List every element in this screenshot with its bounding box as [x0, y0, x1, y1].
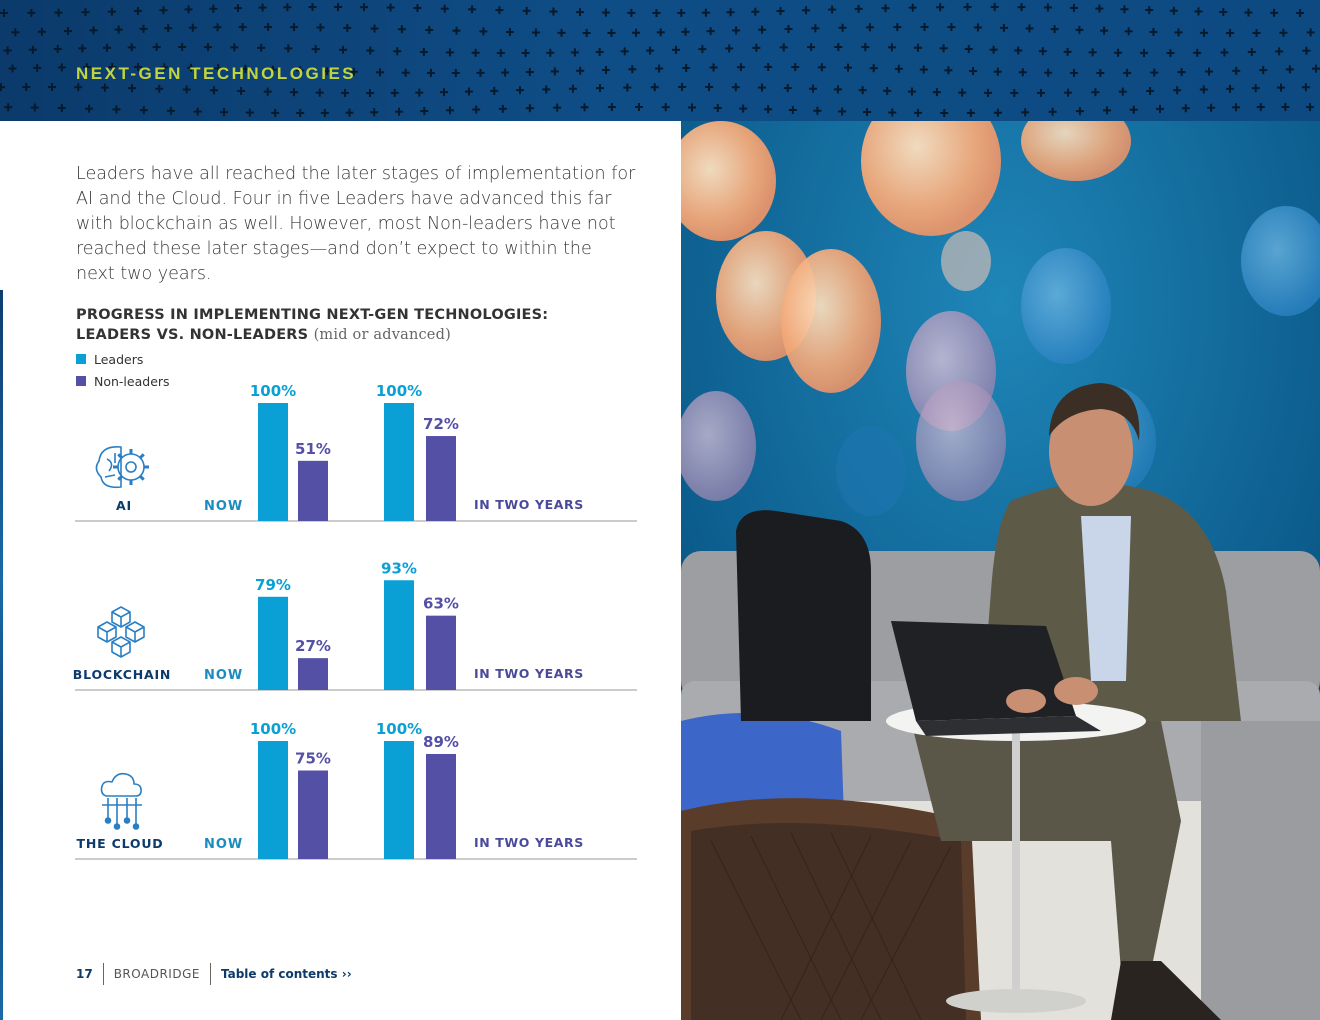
plus-mark — [784, 84, 792, 92]
data-label-nonleaders-two-years: 72% — [423, 415, 459, 434]
plus-mark — [1226, 29, 1234, 37]
plus-mark — [933, 88, 941, 96]
plus-mark — [1103, 106, 1111, 114]
plus-mark — [809, 85, 817, 93]
plus-mark — [737, 63, 745, 71]
legend-label-leaders: Leaders — [94, 351, 144, 367]
plus-mark — [698, 45, 706, 53]
bar-nonleaders-now — [298, 658, 328, 690]
footer-divider — [103, 963, 104, 985]
plus-mark — [914, 109, 922, 117]
plus-mark — [839, 24, 847, 32]
plus-mark — [1150, 69, 1158, 77]
plus-mark — [1119, 88, 1127, 96]
data-label-leaders-now: 79% — [255, 575, 291, 594]
ai-brain-gear-icon — [96, 447, 149, 488]
plus-mark — [811, 24, 819, 32]
plus-mark — [940, 109, 948, 117]
plus-mark — [1089, 48, 1097, 56]
plus-mark — [883, 87, 891, 95]
legend-label-nonleaders: Non-leaders — [94, 373, 170, 389]
plus-mark — [1286, 65, 1294, 73]
plus-mark — [1091, 88, 1099, 96]
plus-mark — [994, 109, 1002, 117]
bar-leaders-two-years — [384, 741, 414, 859]
plus-mark — [714, 104, 722, 112]
data-label-leaders-two-years: 93% — [381, 559, 417, 578]
plus-mark — [776, 7, 784, 15]
plus-mark — [1219, 8, 1227, 16]
plus-mark — [1281, 103, 1289, 111]
time-label-now: NOW — [204, 499, 244, 514]
plus-mark — [1270, 9, 1278, 17]
plus-mark — [1306, 103, 1314, 111]
plus-mark — [1193, 49, 1201, 57]
bar-leaders-now — [258, 403, 288, 521]
plus-mark — [1312, 65, 1320, 73]
plus-mark — [1277, 84, 1285, 92]
data-label-leaders-two-years: 100% — [375, 382, 423, 400]
plus-mark — [1207, 104, 1215, 112]
plus-mark — [1037, 89, 1045, 97]
plus-mark — [834, 85, 842, 93]
plus-mark — [838, 107, 846, 115]
plus-mark — [1051, 25, 1059, 33]
plus-mark — [751, 8, 759, 16]
plus-mark — [1076, 107, 1084, 115]
bar-nonleaders-two-years — [426, 616, 456, 690]
plus-mark — [1200, 86, 1208, 94]
plus-mark — [802, 6, 810, 14]
plus-mark — [866, 23, 874, 31]
plus-mark — [855, 5, 863, 13]
plus-mark — [834, 43, 842, 51]
plus-mark — [791, 63, 799, 71]
plus-mark — [710, 63, 718, 71]
plus-mark — [1120, 5, 1128, 13]
tech-label-ai: AI — [116, 498, 132, 513]
plus-mark — [1049, 108, 1057, 116]
plus-mark — [702, 9, 710, 17]
plus-mark — [828, 6, 836, 14]
plus-mark — [1018, 3, 1026, 11]
plus-mark — [965, 45, 973, 53]
plus-mark — [1123, 69, 1131, 77]
plus-mark — [780, 43, 788, 51]
plus-mark — [920, 66, 928, 74]
chart-title-line1: PROGRESS IN IMPLEMENTING NEXT-GEN TECHNOLOGIES: — [76, 307, 549, 323]
tech-label-blockchain: BLOCKCHAIN — [72, 667, 172, 682]
plus-mark — [940, 44, 948, 52]
plus-mark — [921, 23, 929, 31]
plus-mark — [967, 109, 975, 117]
plus-mark — [1226, 85, 1234, 93]
intro-paragraph: Leaders have all reached the later stages of implementation for AI and the Cloud. Four in five Leaders have advanced this far with blockchain as well. However, most Non-leaders have not reached these later stages—and don’t expect to within the next two years. — [76, 164, 636, 284]
plus-mark — [974, 23, 982, 31]
plus-mark — [758, 26, 766, 34]
plus-mark — [725, 44, 733, 52]
plus-mark — [764, 105, 772, 113]
tech-label-the-cloud: THE CLOUD — [76, 836, 164, 851]
plus-mark — [1232, 67, 1240, 75]
plus-mark — [1010, 89, 1018, 97]
plus-mark — [732, 83, 740, 91]
plus-mark — [1140, 49, 1148, 57]
plus-mark — [1253, 29, 1261, 37]
plus-mark — [688, 103, 696, 111]
plus-mark — [870, 64, 878, 72]
data-label-leaders-now: 100% — [249, 382, 297, 400]
plus-mark — [1296, 9, 1304, 17]
plus-mark — [859, 86, 867, 94]
plus-mark — [1075, 26, 1083, 34]
plus-mark — [1095, 5, 1103, 13]
plus-mark — [1220, 49, 1228, 57]
time-label-two-years: IN TWO YEARS — [474, 666, 584, 681]
bar-leaders-two-years — [384, 580, 414, 690]
time-label-two-years: IN TWO YEARS — [474, 497, 584, 512]
chart-title-qualifier: (mid or advanced) — [313, 327, 451, 343]
plus-mark — [1252, 84, 1260, 92]
plus-mark — [1259, 66, 1267, 74]
plus-mark — [863, 108, 871, 116]
plus-mark — [1021, 108, 1029, 116]
bar-nonleaders-two-years — [426, 754, 456, 859]
plus-mark — [807, 43, 815, 51]
plus-mark — [990, 46, 998, 54]
plus-mark — [1014, 46, 1022, 54]
plus-mark — [947, 23, 955, 31]
plus-mark — [1175, 28, 1183, 36]
plus-mark — [1070, 69, 1078, 77]
table-of-contents-link[interactable]: Table of contents ›› — [220, 967, 352, 981]
footer-divider — [210, 963, 211, 985]
plus-mark — [1096, 69, 1104, 77]
plus-mark — [909, 4, 917, 12]
plus-mark — [1173, 86, 1181, 94]
plus-mark — [1130, 106, 1138, 114]
plus-mark — [739, 105, 747, 113]
data-label-nonleaders-two-years: 89% — [423, 732, 459, 751]
data-label-leaders-two-years: 100% — [375, 720, 423, 738]
bar-nonleaders-two-years — [426, 436, 456, 521]
plus-mark — [861, 43, 869, 51]
data-label-nonleaders-now: 27% — [295, 637, 331, 656]
photo-illustration — [681, 121, 1320, 1020]
plus-mark — [705, 83, 713, 91]
plus-mark — [1170, 7, 1178, 15]
data-label-nonleaders-now: 51% — [295, 439, 331, 458]
plus-mark — [1302, 83, 1310, 91]
plus-mark — [1257, 103, 1265, 111]
plus-mark — [882, 4, 890, 12]
plus-mark — [1302, 47, 1310, 55]
photo-man-with-laptop — [681, 121, 1320, 1020]
plus-mark — [969, 67, 977, 75]
plus-mark — [944, 66, 952, 74]
plus-mark — [888, 109, 896, 117]
plus-mark — [893, 23, 901, 31]
page-number: 17 — [76, 967, 93, 981]
plus-mark — [1146, 87, 1154, 95]
plus-mark — [1064, 89, 1072, 97]
blockchain-cubes-icon — [98, 607, 144, 657]
time-label-now: NOW — [204, 668, 244, 683]
bar-leaders-two-years — [384, 403, 414, 521]
plus-mark — [1156, 105, 1164, 113]
plus-mark — [1044, 69, 1052, 77]
plus-mark — [895, 65, 903, 73]
plus-mark — [732, 26, 740, 34]
plus-mark — [1232, 103, 1240, 111]
plus-mark — [682, 64, 690, 72]
plus-mark — [1100, 27, 1108, 35]
bar-nonleaders-now — [298, 461, 328, 521]
plus-mark — [1205, 68, 1213, 76]
plus-mark — [1044, 3, 1052, 11]
plus-mark — [727, 8, 735, 16]
plus-mark — [958, 89, 966, 97]
bar-leaders-now — [258, 597, 288, 690]
plus-mark — [984, 89, 992, 97]
plus-mark — [1307, 28, 1315, 36]
data-label-nonleaders-two-years: 63% — [423, 594, 459, 613]
page-footer — [76, 963, 352, 985]
plus-mark — [1166, 49, 1174, 57]
plus-mark — [1279, 29, 1287, 37]
plus-mark — [1025, 24, 1033, 32]
plus-mark — [681, 28, 689, 36]
time-label-two-years: IN TWO YEARS — [474, 835, 584, 850]
plus-mark — [1149, 28, 1157, 36]
plus-mark — [1019, 68, 1027, 76]
plus-mark — [1039, 47, 1047, 55]
plus-mark — [707, 27, 715, 35]
plus-mark — [1200, 29, 1208, 37]
section-title: NEXT-GEN TECHNOLOGIES — [76, 64, 357, 83]
time-label-now: NOW — [204, 837, 244, 852]
plus-mark — [963, 3, 971, 11]
plus-mark — [1070, 4, 1078, 12]
plus-mark — [1064, 48, 1072, 56]
plus-mark — [764, 63, 772, 71]
plus-mark — [991, 3, 999, 11]
plus-mark — [789, 106, 797, 114]
plus-mark — [818, 63, 826, 71]
plus-mark — [844, 64, 852, 72]
plus-mark — [1178, 68, 1186, 76]
plus-mark — [1125, 27, 1133, 35]
plus-mark — [1000, 24, 1008, 32]
plus-mark — [784, 25, 792, 33]
plus-mark — [1182, 104, 1190, 112]
plus-mark — [1248, 48, 1256, 56]
bar-nonleaders-now — [298, 771, 328, 860]
data-label-nonleaders-now: 75% — [295, 749, 331, 768]
footer-brand: BROADRIDGE — [113, 967, 200, 981]
plus-mark — [936, 3, 944, 11]
data-label-leaders-now: 100% — [249, 720, 297, 738]
chart-title-line2: LEADERS VS. NON-LEADERS — [76, 327, 309, 343]
plus-mark — [914, 44, 922, 52]
plus-mark — [888, 43, 896, 51]
bar-leaders-now — [258, 741, 288, 859]
plus-mark — [1275, 47, 1283, 55]
plus-mark — [1114, 49, 1122, 57]
plus-mark — [1244, 9, 1252, 17]
plus-mark — [1145, 6, 1153, 14]
plus-mark — [908, 88, 916, 96]
cloud-network-icon — [102, 774, 143, 829]
plus-mark — [994, 68, 1002, 76]
plus-mark — [813, 107, 821, 115]
plus-mark — [758, 84, 766, 92]
plus-mark — [752, 44, 760, 52]
plus-mark — [1194, 7, 1202, 15]
